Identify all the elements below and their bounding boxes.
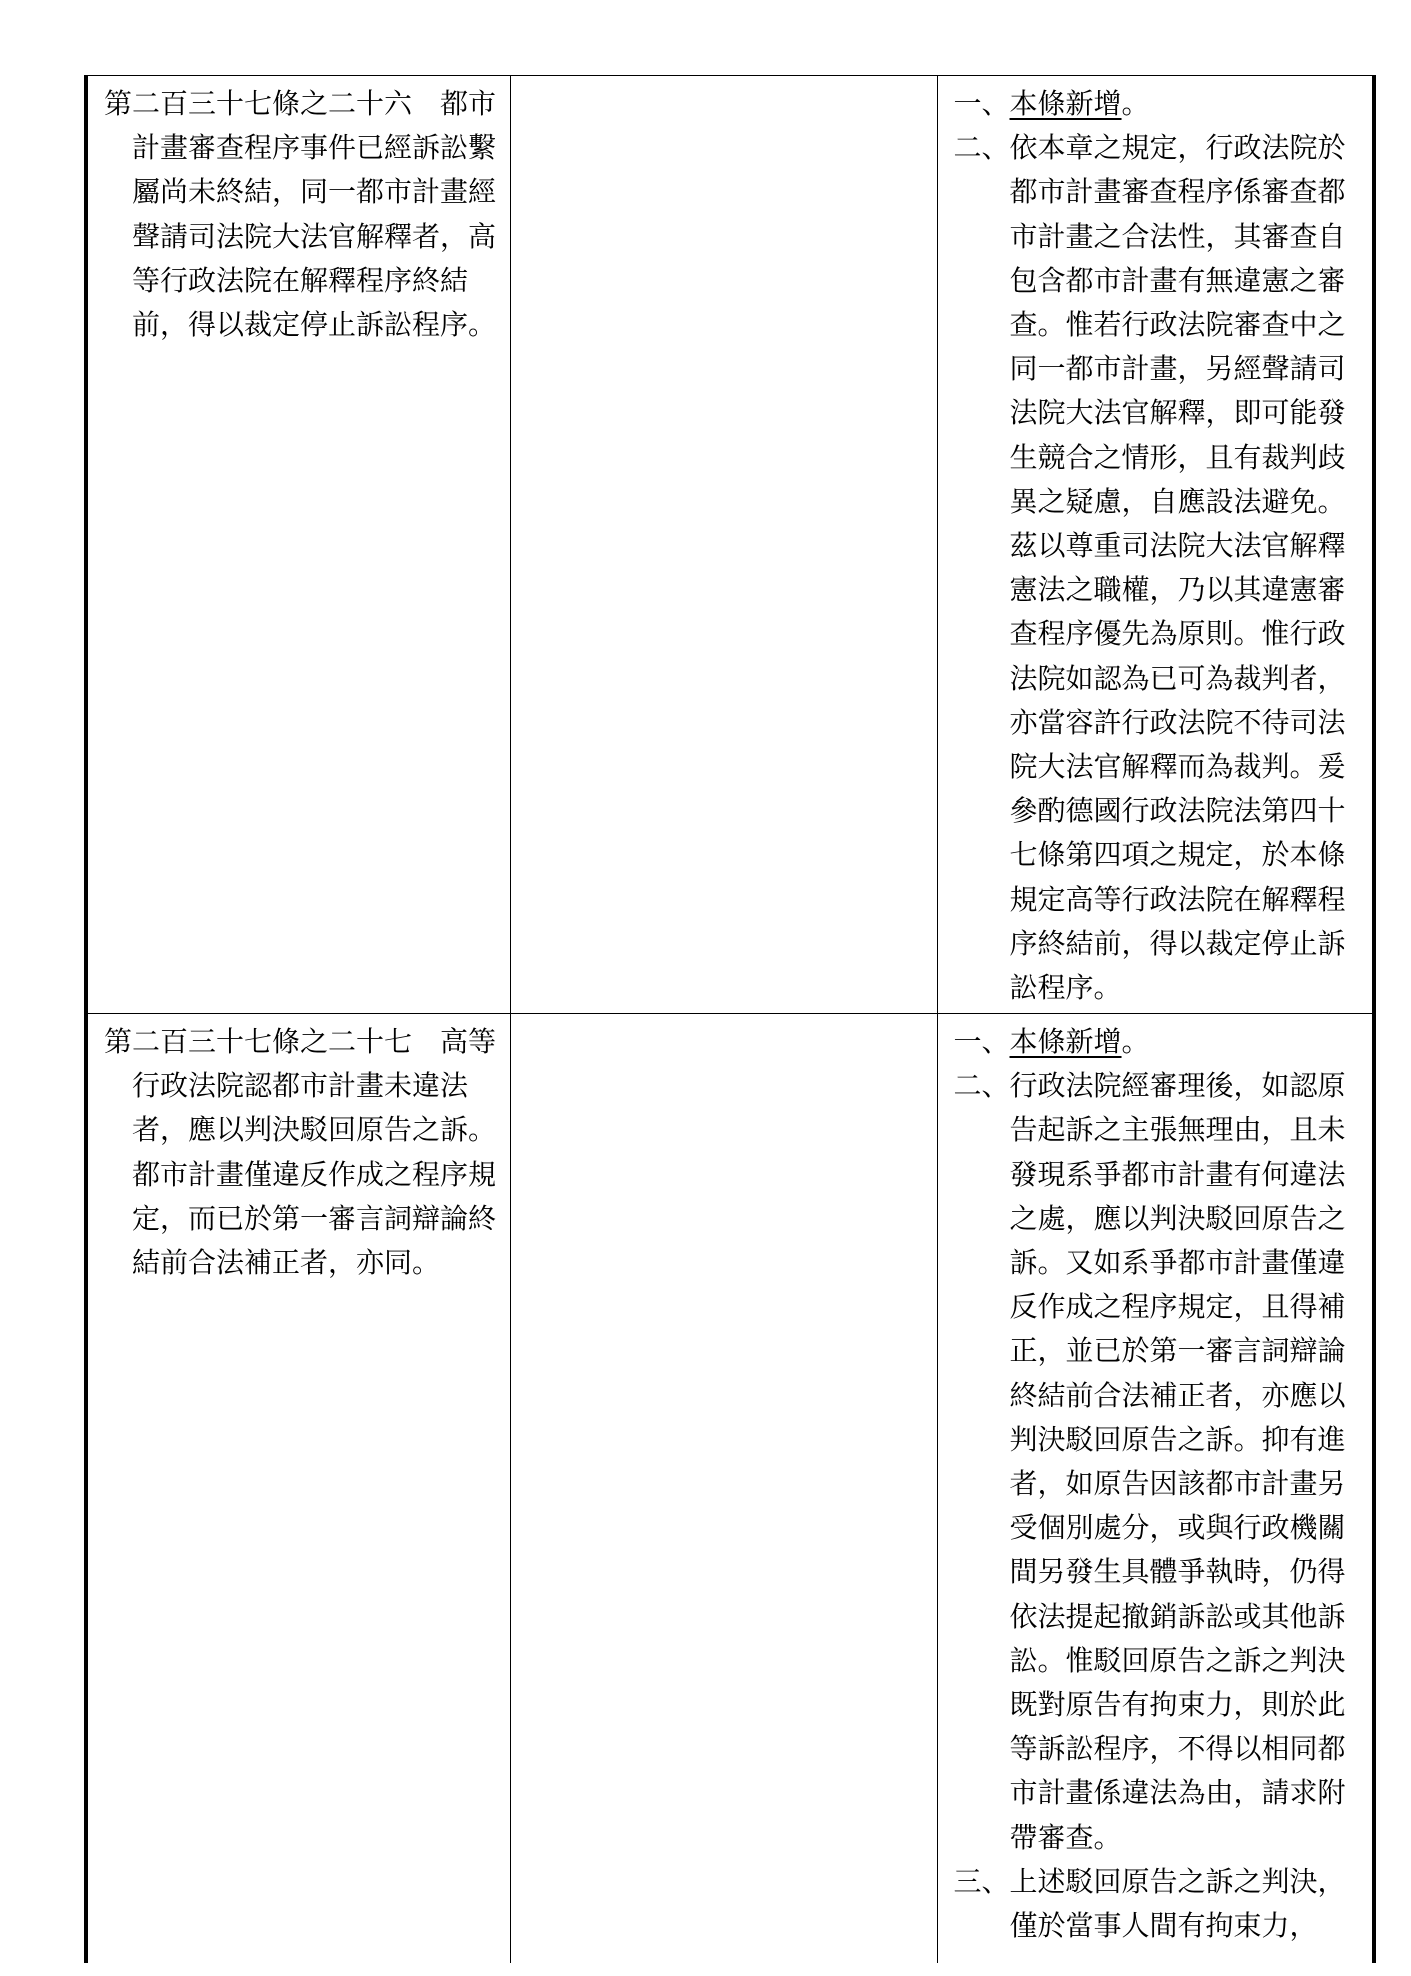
current-article-cell [510,76,937,1014]
note-tail: 。 [1121,87,1150,120]
note-label: 二、 [953,131,1010,165]
article-cell [86,1014,510,1963]
comparison-table [84,75,1376,1963]
note-text: 上述駁回原告之訴之判決，僅於當事人間有拘束力， [1009,1864,1346,1943]
note-text: 依本章之規定，行政法院於都市計畫審查程序係審查都市計畫之合法性，其審查自包含都市計畫有無違憲之審查。惟若行政法院審查中之同一都市計畫，另經聲請司法院大法官解釋，即可能發生競合之情形，且有裁判歧異之疑慮，自應設法避免。茲以尊重司法院大法官解釋憲法之職權，乃以其違憲審查程序優先為原則。惟行政法院如認為已可為裁判者，亦當容許行政法院不待司法院大法官解釋而為裁判。爰參酌德國行政法院法第四十七條第四項之規定，於本條規定高等行政法院在解釋程序終結前，得以裁定停止訴訟程序。 [1009,131,1346,1005]
note-text: 本條新增 [1009,1025,1122,1058]
note-item [954,82,1363,126]
article-text: 第二百三十七條之二十六 都市計畫審查程序事件已經訴訟繫屬尚未終結，同一都市計畫經聲請司法院大法官解釋者，高等行政法院在解釋程序終結前，得以裁定停止訴訟程序。 [104,87,497,342]
current-article-cell [510,1014,937,1963]
article-cell [86,76,510,1014]
explanation-cell [937,76,1374,1014]
explanation-cell [937,1014,1374,1963]
table-row [86,1014,1374,1963]
note-label: 一、 [953,87,1010,120]
note-tail: 。 [1121,1025,1150,1058]
note-label: 二、 [953,1069,1010,1103]
note-item [954,126,1363,1010]
note-text: 本條新增 [1009,87,1122,120]
note-label: 三、 [953,1864,1010,1898]
note-label: 一、 [953,1025,1010,1058]
note-item [954,1020,1363,1064]
article-text: 第二百三十七條之二十七 高等行政法院認都市計畫未違法者，應以判決駁回原告之訴。都市計畫僅違反作成之程序規定，而已於第一審言詞辯論終結前合法補正者，亦同。 [104,1025,497,1280]
note-item [954,1860,1363,1948]
note-item [954,1064,1363,1860]
table-row [86,76,1374,1014]
note-text: 行政法院經審理後，如認原告起訴之主張無理由，且未發現系爭都市計畫有何違法之處，應以判決駁回原告之訴。又如系爭都市計畫僅違反作成之程序規定，且得補正，並已於第一審言詞辯論終結前合法補正者，亦應以判決駁回原告之訴。抑有進者，如原告因該都市計畫另受個別處分，或與行政機關間另發生具體爭執時，仍得依法提起撤銷訴訟或其他訴訟。惟駁回原告之訴之判決既對原告有拘束力，則於此等訴訟程序，不得以相同都市計畫係違法為由，請求附帶審查。 [1009,1069,1346,1854]
